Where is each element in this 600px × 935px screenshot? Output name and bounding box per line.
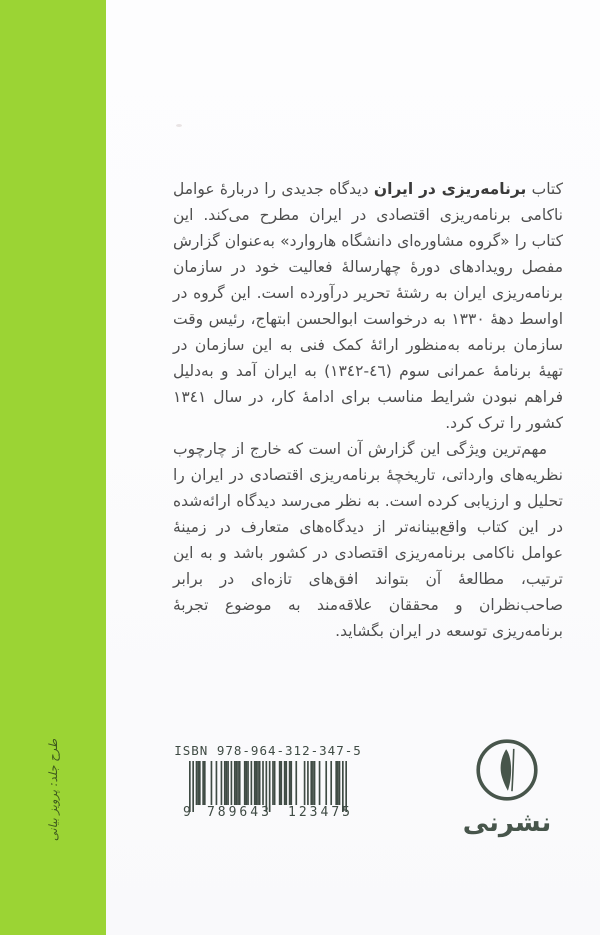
isbn-label: ISBN 978-964-312-347-5 [174, 743, 362, 758]
back-cover-blurb [173, 176, 563, 644]
barcode-digit-first: 9 [183, 805, 191, 820]
ney-reed-logo-icon [471, 734, 543, 806]
scan-artifact-speck [176, 124, 182, 127]
isbn-barcode-block [168, 743, 368, 820]
blurb-paragraph-2: مهم‌ترین ویژگی این گزارش آن است که خارج از چارچوب نظریه‌های وارداتی، تاریخچهٔ برنامه‌ریزی اقتصادی در ایران را تحلیل و ارزیابی کرده است. به نظر می‌رسد دیدگاه ارائه‌شده در این کتاب واقع‌بینانه‌تر از دیدگاه‌های متعارف در زمینهٔ عوامل ناکامی برنامه‌ریزی اقتصادی در کشور باشد و به این ترتیب، مطالعهٔ آن بتواند افق‌های تازه‌ای در برابر صاحب‌نظران و محققان علاقه‌مند به موضوع تجربهٔ برنامه‌ریزی توسعه در ایران بگشاید. [173, 440, 563, 640]
cover-designer-calligraphy: طرح جلد: پرویز بیانی [46, 738, 60, 842]
blurb-paragraph-1 [173, 176, 563, 436]
barcode-digits-left: 789643 [206, 805, 272, 820]
book-title-inline: برنامه‌ریزی در ایران [373, 180, 527, 198]
spine-green-stripe [0, 0, 106, 935]
barcode-human-digits [183, 805, 353, 820]
blurb-lead-word: کتاب [526, 180, 563, 198]
barcode-digits-right: 123475 [288, 805, 353, 820]
publisher-name: نشرنی [462, 808, 552, 838]
blurb-paragraph-1-rest: دیدگاه جدیدی را دربارهٔ عوامل ناکامی برنامه‌ریزی اقتصادی در ایران مطرح می‌کند. این کتاب را «گروه مشاوره‌ای دانشگاه هاروارد» به‌عنوان گزارش مفصل رویدادهای دورهٔ چهارسالهٔ فعالیت خود در سازمان برنامه‌ریزی ایران به رشتهٔ تحریر درآورده است. این گروه در اواسط دهۀ ١٣٣٠ به درخواست ابوالحسن ابتهاج، رئیس وقت سازمان برنامه به‌منظور ارائهٔ کمک فنی به این سازمان در تهیهٔ برنامهٔ عمرانی سوم (٤٦-١٣٤٢) به ایران آمد و به‌دلیل فراهم نبودن شرایط مناسب برای ادامهٔ کار، در سال ١٣٤١ کشور را ترک کرد. [173, 180, 563, 432]
publisher-logo-block [453, 734, 561, 838]
